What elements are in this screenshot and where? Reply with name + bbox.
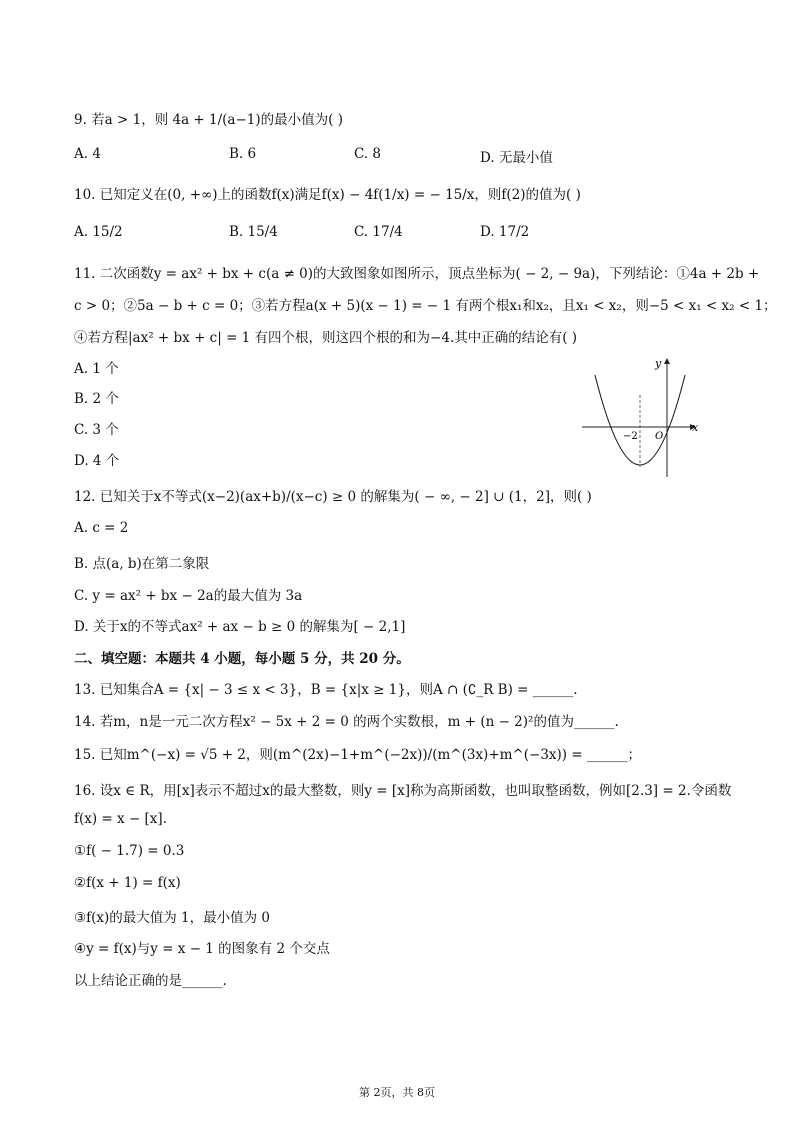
q12-option-a: A. c = 2 [74,520,129,536]
q9-option-d: D. 无最小值 [480,150,553,166]
q13-stem: 13. 已知集合A = {x| − 3 ≤ x < 3}，B = {x|x ≥ 1}，则A ∩ (∁_R B) = ______. [74,682,578,698]
q11-option-c: C. 3 个 [74,422,119,438]
graph-y-label: y [655,357,662,370]
q10-stem: 10. 已知定义在(0, +∞)上的函数f(x)满足f(x) − 4f(1/x) = − 15/x，则f(2)的值为( ) [74,187,581,203]
q16-item-3: ③f(x)的最大值为 1，最小值为 0 [74,910,271,926]
q16-line2: f(x) = x − [x]. [74,811,167,827]
q16-item-4: ④y = f(x)与y = x − 1 的图象有 2 个交点 [74,941,330,957]
q12-option-d: D. 关于x的不等式ax² + ax − b ≥ 0 的解集为[ − 2,1] [74,619,406,635]
q11-line2: c > 0；②5a − b + c = 0；③若方程a(x + 5)(x − 1) = − 1 有两个根x₁和x₂，且x₁ < x₂，则−5 < x₁ < x₂ < 1； [74,298,777,314]
q11-line1: 11. 二次函数y = ax² + bx + c(a ≠ 0)的大致图象如图所示，顶点坐标为( − 2, − 9a)，下列结论：①4a + 2b + [74,266,760,282]
q14-stem: 14. 若m，n是一元二次方程x² − 5x + 2 = 0 的两个实数根，m + (n − 2)²的值为______. [74,714,619,730]
q12-stem: 12. 已知关于x不等式(x−2)(ax+b)/(x−c) ≥ 0 的解集为( − ∞, − 2] ∪ (1，2]，则( ) [74,489,592,505]
q10-option-a: A. 15/2 [74,224,123,240]
q10-option-d: D. 17/2 [480,224,530,240]
graph-tick-label: −2 [623,431,638,442]
q15-stem: 15. 已知m^(−x) = √5 + 2，则(m^(2x)−1+m^(−2x))/(m^(3x)+m^(−3x)) = ______； [74,747,641,763]
q10-option-b: B. 15/4 [229,224,278,240]
q16-item-2: ②f(x + 1) = f(x) [74,875,181,891]
q11-line3: ④若方程|ax² + bx + c| = 1 有四个根，则这四个根的和为−4.其中正确的结论有( ) [74,330,578,346]
q11-option-b: B. 2 个 [74,391,119,407]
q9-option-b: B. 6 [229,146,257,162]
q16-item-1: ①f( − 1.7) = 0.3 [74,843,185,859]
graph-origin-label: O [655,431,664,442]
q9-stem: 9. 若a > 1，则 4a + 1/(a−1)的最小值为( ) [74,112,343,128]
q11-option-a: A. 1 个 [74,361,119,377]
q12-option-c: C. y = ax² + bx − 2a的最大值为 3a [74,588,303,604]
q12-option-b: B. 点(a, b)在第二象限 [74,556,210,572]
q16-conclusion: 以上结论正确的是______. [74,973,227,989]
q11-option-d: D. 4 个 [74,453,120,469]
q11-parabola-graph [580,355,705,480]
q9-option-a: A. 4 [74,146,101,162]
graph-x-label: x [692,421,699,434]
section-2-title: 二、填空题：本题共 4 小题，每小题 5 分，共 20 分。 [74,651,410,667]
q9-option-c: C. 8 [354,146,382,162]
page-footer: 第 2页，共 8页 [359,1086,435,1099]
q10-option-c: C. 17/4 [354,224,403,240]
q16-line1: 16. 设x ∈ R，用[x]表示不超过x的最大整数，则y = [x]称为高斯函数，也叫取整函数，例如[2.3] = 2.令函数 [74,783,732,799]
